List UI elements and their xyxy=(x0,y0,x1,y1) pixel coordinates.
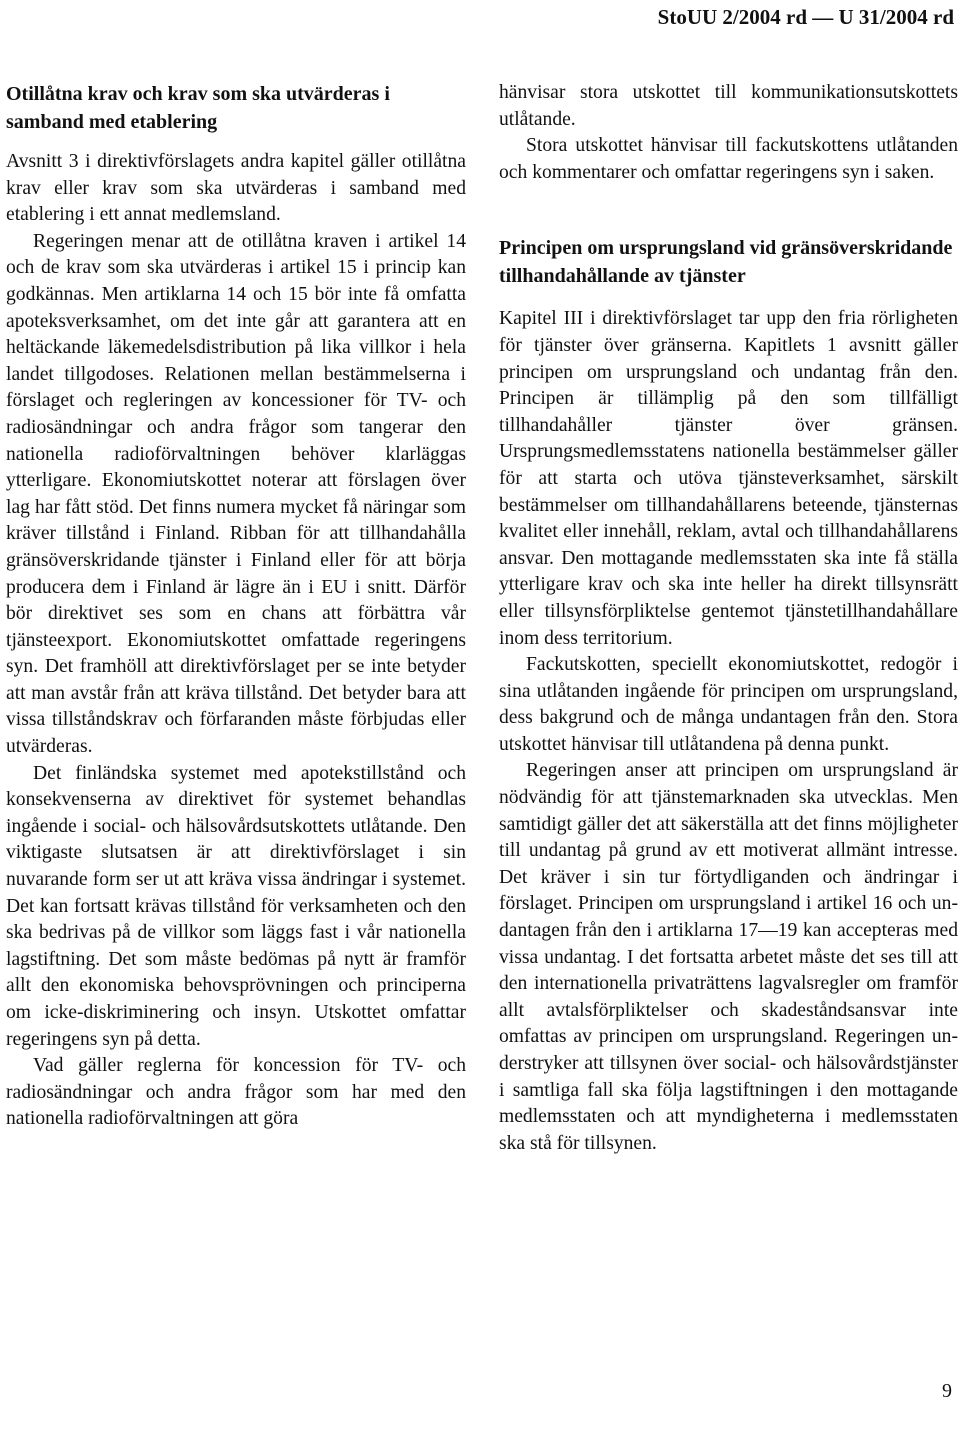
body-paragraph: Vad gäller reglerna för koncession för TV- och radiosändningar och andra frågor som har med den nationella radioförvaltningen att göra xyxy=(6,1055,466,1130)
running-header: StoUU 2/2004 rd — U 31/2004 rd xyxy=(657,5,954,29)
body-paragraph: Avsnitt 3 i direktivförslagets andra kapitel gäller otillåtna krav eller krav som ska utvärderas i samband med etablering i ett annat medlemsland. xyxy=(6,151,466,226)
body-paragraph: hänvisar stora utskottet till kommunikationsutskottets utlåtande. xyxy=(499,82,958,130)
body-paragraph: Fackutskotten, speciellt ekonomiutskottet, redogör i sina utlåtanden ingående för principen om ursprungsland, dess bakgrund och de många undantagen från den. Stora utskottet hänvisar till utlåtandena på denna punkt. xyxy=(499,654,958,755)
left-column xyxy=(6,80,466,1133)
body-paragraph: Regeringen menar att de otillåtna kraven i artikel 14 och de krav som ska utvärderas i artikel 15 i princip kan godkännas. Men artiklarna 14 och 15 bör inte få omfatta apoteksverksamhet, om det inte går att garantera att en heltäckande läkemedelsdistribution på lika villkor i hela landet tillgodoses. Relationen mellan bestämmelserna i förslaget och regleringen av koncessioner för TV- och radiosändningar och andra frågor som tangerar den nationella radioförvaltningen behöver klarläggas ytterligare. Ekonomiutskottet noterar att förslagen över lag har fått stöd. Det finns numera mycket få näringar som kräver tillstånd i Finland. Ribban för att tillhandahålla gränsöverskridande tjänster i Finland eller för att börja producera dem i Finland är lägre än i EU i snitt. Därför bör direktivet ses som en chans att förbättra vår tjänsteexport. Ekonomiutskottet omfattade regeringens syn. Det framhöll att direktivförslaget per se inte betyder att man avstår från att kräva tillstånd. Det betyder bara att vissa tillståndskrav och förfaranden måste förbjudas eller utvärderas. xyxy=(6,230,466,758)
body-paragraph: Stora utskottet hänvisar till fackutskottens utlåtanden och kommentarer och omfattar regeringens syn i saken. xyxy=(499,135,958,183)
section-heading-otillatna-krav: Otillåtna krav och krav som ska utvärderas i samband med etablering xyxy=(6,83,390,133)
page-number: 9 xyxy=(942,1380,952,1402)
body-paragraph: Det finländska systemet med apotekstillstånd och konsekvenserna av direktivet för systemet behandlas ingående i social- och hälsovårdsutskottets utlåtande. Den viktigaste slutsatsen är att direktivförslaget i sin nuvarande form ser ut att kräva vissa ändringar i systemet. Det kan fortsatt krävas tillstånd för verksamheten och den ska bedrivas på de villkor som läggs fast i vår nationella lagstiftning. Det som måste bedömas på nytt är framför allt den ekonomiska behovsprövningen och principerna om icke-diskriminering och insyn. Utskottet omfattar regeringens syn på detta. xyxy=(6,762,466,1050)
section-heading-ursprungsland: Principen om ursprungsland vid gränsöverskridande tillhandahållande av tjänster xyxy=(499,237,953,288)
right-column xyxy=(499,80,958,1157)
body-paragraph: Kapitel III i direktivförslaget tar upp den fria rörligheten för tjänster över gränserna. Kapitlets 1 avsnitt gäller principen om ursprungsland och undantag från den. Principen är tillämplig på den som tillfälligt tillhandahåller tjänster över gränsen. Ursprungsmedlemsstatens nationella bestämmelser gäller för att starta och utöva tjänsteverksamhet, särskilt bestämmelser om tillhandahållarens beteende, tjänsternas kvalitet eller innehåll, reklam, avtal och tillhandahållarens ansvar. Den mottagande medlemsstaten ska inte få ställa ytterligare krav och ska inte heller ha direkt tillsynsrätt eller tillsynsförpliktelse gentemot tjänstetillhandahållare inom dess territorium. xyxy=(499,308,958,649)
body-paragraph: Regeringen anser att principen om ursprungsland är nödvändig för att tjänstemarknaden ska utvecklas. Men samtidigt gäller det att säkerställa att det finns möjligheter till undantag på grund av ett motiverat allmänt intresse. Det kräver i sin tur förtydliganden och ändringar i förslaget. Principen om ursprungsland i artikel 16 och undantagen från den i artiklarna 17—19 kan accepteras med vissa undantag. I det fortsatta arbetet måste det ses till att den internationella privaträttens lagvalsregler om framför allt avtalsförpliktelser och skadeståndsansvar inte omfattas av principen om ursprungsland. Regeringen understryker att tillsynen över social- och hälsovårdstjänster i samtliga fall ska följa lagstiftningen i den mottagande medlemsstaten och att myndigheterna i medlemsstaten ska stå för tillsynen. xyxy=(499,760,958,1154)
